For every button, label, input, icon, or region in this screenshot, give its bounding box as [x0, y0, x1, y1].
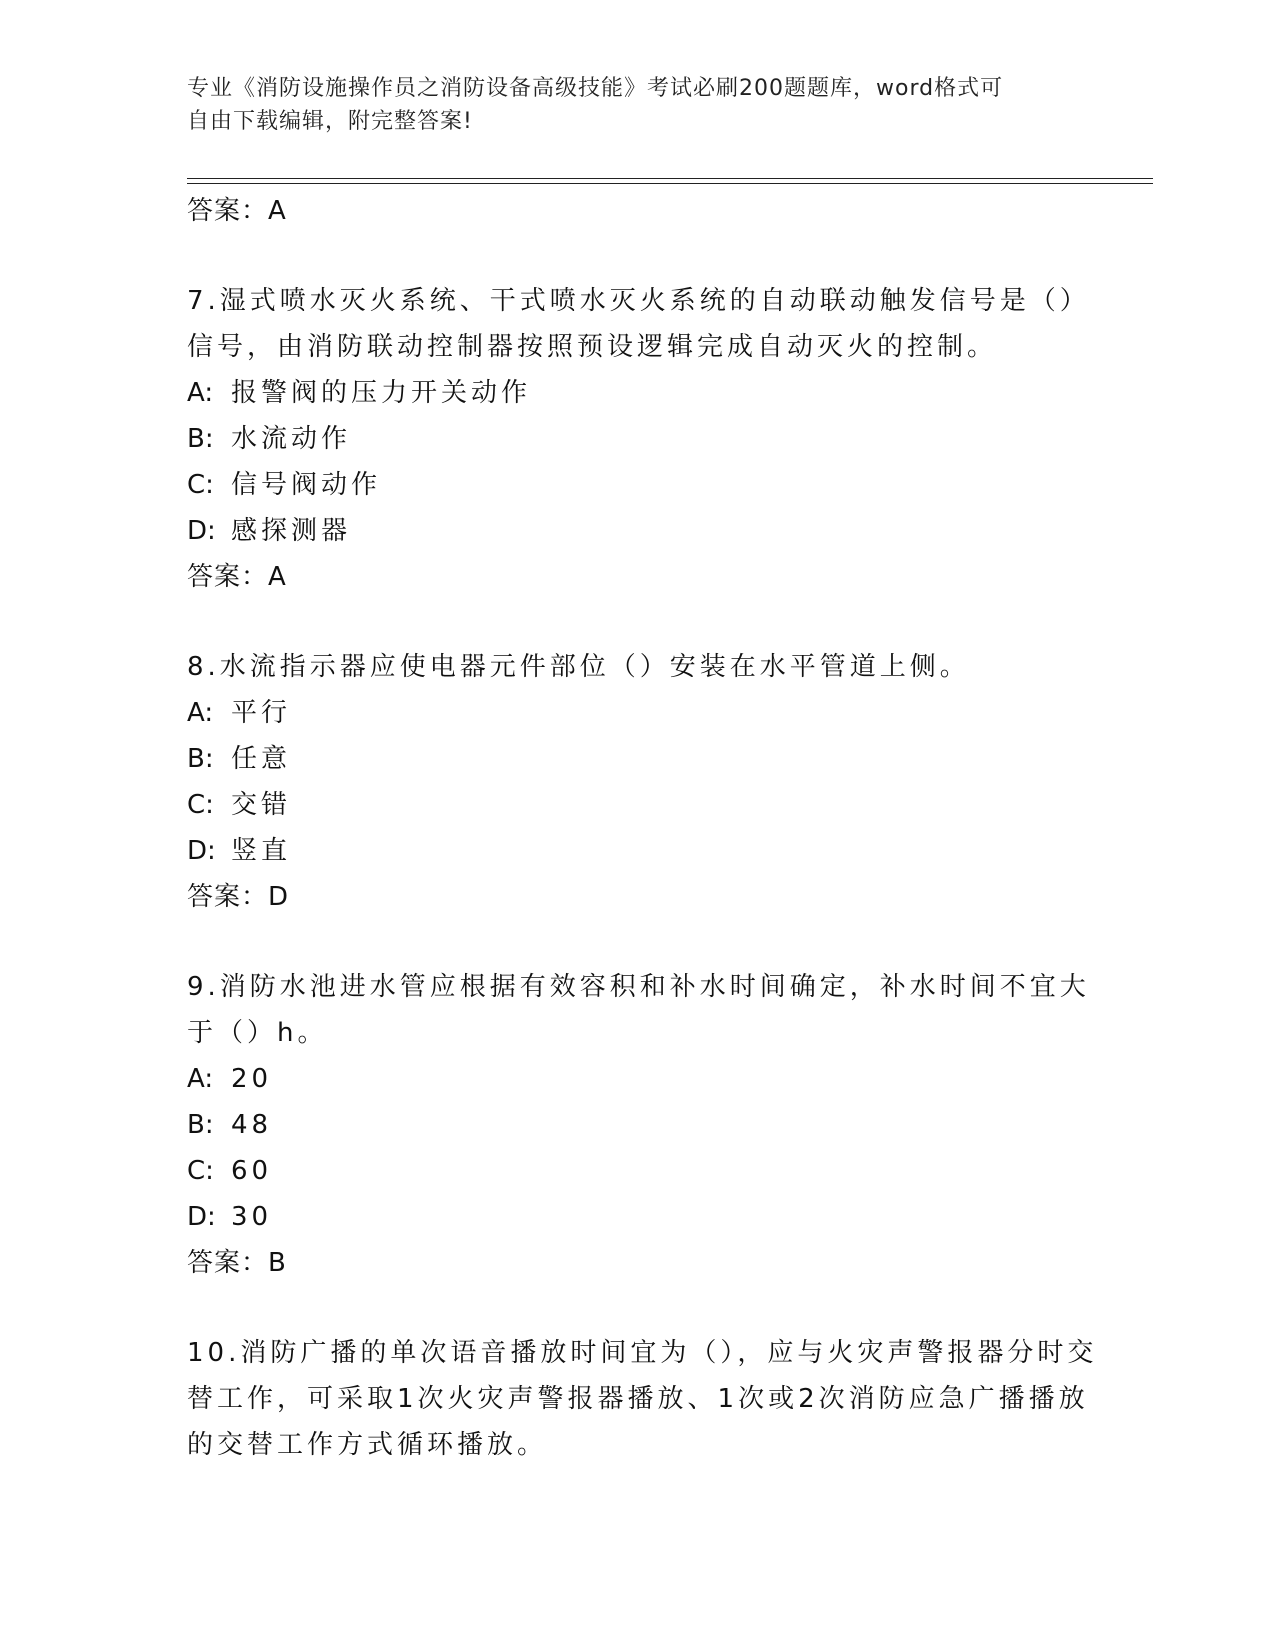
- question-stem-line: 的交替工作方式循环播放。: [187, 1430, 548, 1460]
- question-7: [187, 278, 1090, 600]
- document-body: [187, 188, 1098, 1468]
- answer: 答案：D: [187, 882, 290, 912]
- option-c: C: 60: [187, 1156, 273, 1186]
- document-header: [187, 72, 1087, 138]
- header-rule-top: [187, 178, 1153, 179]
- option-c: C: 信号阀动作: [187, 470, 382, 500]
- option-b: B: 任意: [187, 744, 292, 774]
- option-d: D: 感探测器: [187, 516, 352, 546]
- header-line-1: 专业《消防设施操作员之消防设备高级技能》考试必刷200题题库，word格式可: [187, 76, 1004, 101]
- option-b: B: 水流动作: [187, 424, 352, 454]
- option-b: B: 48: [187, 1110, 273, 1140]
- option-d: D: 30: [187, 1202, 273, 1232]
- answer: 答案：A: [187, 562, 287, 592]
- question-stem-line: 9.消防水池进水管应根据有效容积和补水时间确定，补水时间不宜大: [187, 972, 1090, 1002]
- option-a: A: 平行: [187, 698, 292, 728]
- header-rule-bottom: [187, 183, 1153, 184]
- question-stem-line: 10.消防广播的单次语音播放时间宜为（），应与火灾声警报器分时交: [187, 1338, 1098, 1368]
- option-a: A: 报警阀的压力开关动作: [187, 378, 532, 408]
- question-stem-line: 信号，由消防联动控制器按照预设逻辑完成自动灭火的控制。: [187, 332, 998, 362]
- previous-answer: 答案：A: [187, 196, 287, 226]
- question-10: [187, 1330, 1098, 1468]
- question-8: [187, 644, 1087, 920]
- option-d: D: 竖直: [187, 836, 292, 866]
- question-stem-line: 8.水流指示器应使电器元件部位（）安装在水平管道上侧。: [187, 652, 970, 682]
- answer: 答案：B: [187, 1248, 287, 1278]
- option-c: C: 交错: [187, 790, 292, 820]
- option-a: A: 20: [187, 1064, 273, 1094]
- question-stem-line: 7.湿式喷水灭火系统、干式喷水灭火系统的自动联动触发信号是（）: [187, 286, 1090, 316]
- header-line-2: 自由下载编辑，附完整答案!: [187, 109, 473, 134]
- question-9: [187, 964, 1090, 1286]
- question-stem-line: 替工作，可采取1次火灾声警报器播放、1次或2次消防应急广播播放: [187, 1384, 1089, 1414]
- question-stem-line: 于（）h。: [187, 1018, 328, 1048]
